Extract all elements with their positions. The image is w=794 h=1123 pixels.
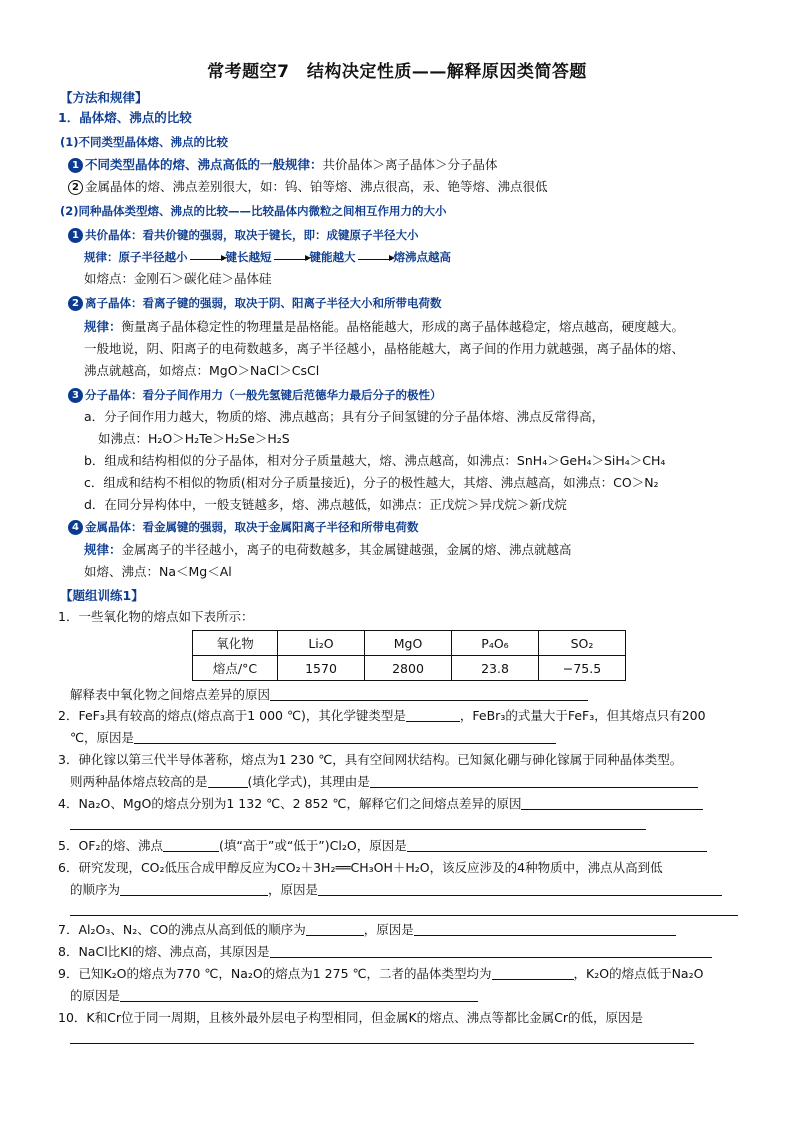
question-10: 10．K和Cr位于同一周期，且核外最外层电子构型相同，但金属K的熔点、沸点等都比金属Cr的低，原因是: [58, 1010, 644, 1025]
rule-2: 2 金属晶体的熔、沸点差别很大，如：钨、铂等熔、沸点很高，汞、铯等熔、沸点很低: [68, 178, 548, 196]
number-circle: 1: [68, 228, 83, 243]
page-title: 常考题空7 结构决定性质——解释原因类简答题: [207, 62, 587, 82]
covalent-example: 如熔点：金刚石＞碳化硅＞晶体硅: [84, 271, 272, 286]
answer-blank[interactable]: [120, 882, 268, 896]
arrow-icon: [274, 251, 308, 260]
table-cell: MgO: [365, 631, 452, 656]
number-circle: 2: [68, 296, 83, 311]
question-3-continued: 则两种晶体熔点较高的是 (填化学式)，其理由是: [70, 773, 698, 791]
table-cell: 2800: [365, 656, 452, 681]
molecular-point-d: d．在同分异构体中，一般支链越多，熔、沸点越低，如沸点：正戊烷＞异戊烷＞新戊烷: [84, 497, 567, 512]
question-7: 7．Al₂O₃、N₂、CO的沸点从高到低的顺序为 ，原因是: [58, 921, 676, 939]
answer-blank[interactable]: [521, 796, 703, 810]
rule-1: 1 不同类型晶体的熔、沸点高低的一般规律：共价晶体＞离子晶体＞分子晶体: [68, 156, 498, 174]
answer-blank[interactable]: [208, 774, 248, 788]
table-cell: P₄O₆: [452, 631, 539, 656]
metallic-example: 如熔、沸点：Na＜Mg＜Al: [84, 564, 232, 579]
subheading-different-types: (1)不同类型晶体熔、沸点的比较: [60, 135, 229, 149]
arrow-icon: [358, 251, 392, 260]
question-2: 2．FeF₃具有较高的熔点(熔点高于1 000 ℃)，其化学键类型是 ，FeBr₃的式量大于FeF₃，但其熔点只有200: [58, 708, 706, 723]
answer-blank[interactable]: [370, 774, 698, 788]
question-1-prompt: 解释表中氧化物之间熔点差异的原因: [70, 686, 588, 704]
question-1: 1．一些氧化物的熔点如下表所示：: [58, 609, 254, 624]
question-4: 4．Na₂O、MgO的熔点分别为1 132 ℃、2 852 ℃，解释它们之间熔点差异的原因: [58, 795, 703, 813]
answer-blank[interactable]: [407, 838, 707, 852]
table-row: [193, 631, 626, 656]
question-3: 3．砷化镓以第三代半导体著称，熔点为1 230 ℃，具有空间网状结构。已知氮化硼与砷化镓属于同种晶体类型。: [58, 752, 683, 767]
answer-blank[interactable]: [134, 730, 556, 744]
answer-line[interactable]: [70, 1043, 694, 1044]
metallic-heading: 4 金属晶体：看金属键的强弱，取决于金属阳离子半径和所带电荷数: [68, 518, 419, 536]
answer-blank[interactable]: [406, 708, 460, 722]
practice-section-label: 【题组训练1】: [60, 588, 144, 603]
molecular-point-a: a．分子间作用力越大，物质的熔、沸点越高；具有分子间氢键的分子晶体熔、沸点反常得高，: [84, 409, 605, 424]
answer-line[interactable]: [70, 915, 738, 916]
ionic-rule-line-3: 沸点就越高，如熔点：MgO＞NaCl＞CsCl: [84, 363, 320, 378]
question-9-continued: 的原因是: [70, 987, 478, 1005]
metallic-rule: 规律：金属离子的半径越小，离子的电荷数越多，其金属键越强，金属的熔、沸点就越高: [84, 542, 572, 557]
table-header-cell: 熔点/°C: [193, 656, 278, 681]
question-2-continued: ℃，原因是: [70, 729, 556, 747]
subheading-same-type: (2)同种晶体类型熔、沸点的比较——比较晶体内微粒之间相互作用力的大小: [60, 204, 447, 218]
table-cell: Li₂O: [278, 631, 365, 656]
table-row: [193, 656, 626, 681]
answer-line[interactable]: [70, 829, 646, 830]
answer-blank[interactable]: [270, 944, 712, 958]
table-cell: 23.8: [452, 656, 539, 681]
answer-blank[interactable]: [414, 922, 676, 936]
question-8: 8．NaCl比KI的熔、沸点高，其原因是: [58, 943, 712, 961]
answer-blank[interactable]: [163, 838, 219, 852]
ionic-rule-line-2: 一般地说，阴、阳离子的电荷数越多，离子半径越小，晶格能越大，离子间的作用力就越强，离子晶体的熔、: [84, 341, 685, 356]
oxide-melting-table: [192, 630, 626, 681]
answer-blank[interactable]: [318, 882, 722, 896]
question-5: 5．OF₂的熔、沸点 (填“高于”或“低于”)Cl₂O，原因是: [58, 837, 707, 855]
number-circle: 3: [68, 388, 83, 403]
method-section-label: 【方法和规律】: [60, 90, 148, 105]
molecular-heading: 3 分子晶体：看分子间作用力（一般先氢键后范德华力最后分子的极性）: [68, 386, 442, 404]
covalent-heading: 1 共价晶体：看共价键的强弱，取决于键长，即：成键原子半径大小: [68, 226, 419, 244]
question-6: 6．研究发现，CO₂低压合成甲醇反应为CO₂＋3H₂══CH₃OH＋H₂O，该反应涉及的4种物质中，沸点从高到低: [58, 860, 663, 875]
answer-blank[interactable]: [306, 922, 364, 936]
table-cell: SO₂: [539, 631, 626, 656]
table-cell: −75.5: [539, 656, 626, 681]
heading-melting-comparison: 1．晶体熔、沸点的比较: [58, 110, 192, 125]
molecular-point-c: c．组成和结构不相似的物质(相对分子质量接近)，分子的极性越大，其熔、沸点越高，如沸点：CO＞N₂: [84, 475, 659, 490]
question-6-continued: 的顺序为 ，原因是: [70, 881, 722, 899]
question-9: 9．已知K₂O的熔点为770 ℃，Na₂O的熔点为1 275 ℃，二者的晶体类型均为 ，K₂O的熔点低于Na₂O: [58, 966, 704, 981]
ionic-heading: 2 离子晶体：看离子键的强弱，取决于阴、阳离子半径大小和所带电荷数: [68, 294, 442, 312]
table-header-cell: 氧化物: [193, 631, 278, 656]
answer-blank[interactable]: [270, 687, 588, 701]
molecular-point-a-example: 如沸点：H₂O＞H₂Te＞H₂Se＞H₂S: [98, 431, 290, 446]
covalent-rule-chain: 规律：原子半径越小 键长越短 键能越大 熔沸点越高: [84, 250, 451, 264]
table-cell: 1570: [278, 656, 365, 681]
ionic-rule-line-1: 规律：衡量离子晶体稳定性的物理量是晶格能。晶格能越大，形成的离子晶体越稳定，熔点越高，硬度越大。: [84, 319, 685, 334]
arrow-icon: [190, 251, 224, 260]
answer-blank[interactable]: [492, 966, 574, 980]
number-circle: 1: [68, 158, 83, 173]
molecular-point-b: b．组成和结构相似的分子晶体，相对分子质量越大，熔、沸点越高，如沸点：SnH₄＞GeH₄＞SiH₄＞CH₄: [84, 453, 666, 468]
answer-blank[interactable]: [120, 988, 478, 1002]
number-circle: 2: [68, 180, 83, 195]
number-circle: 4: [68, 520, 83, 535]
